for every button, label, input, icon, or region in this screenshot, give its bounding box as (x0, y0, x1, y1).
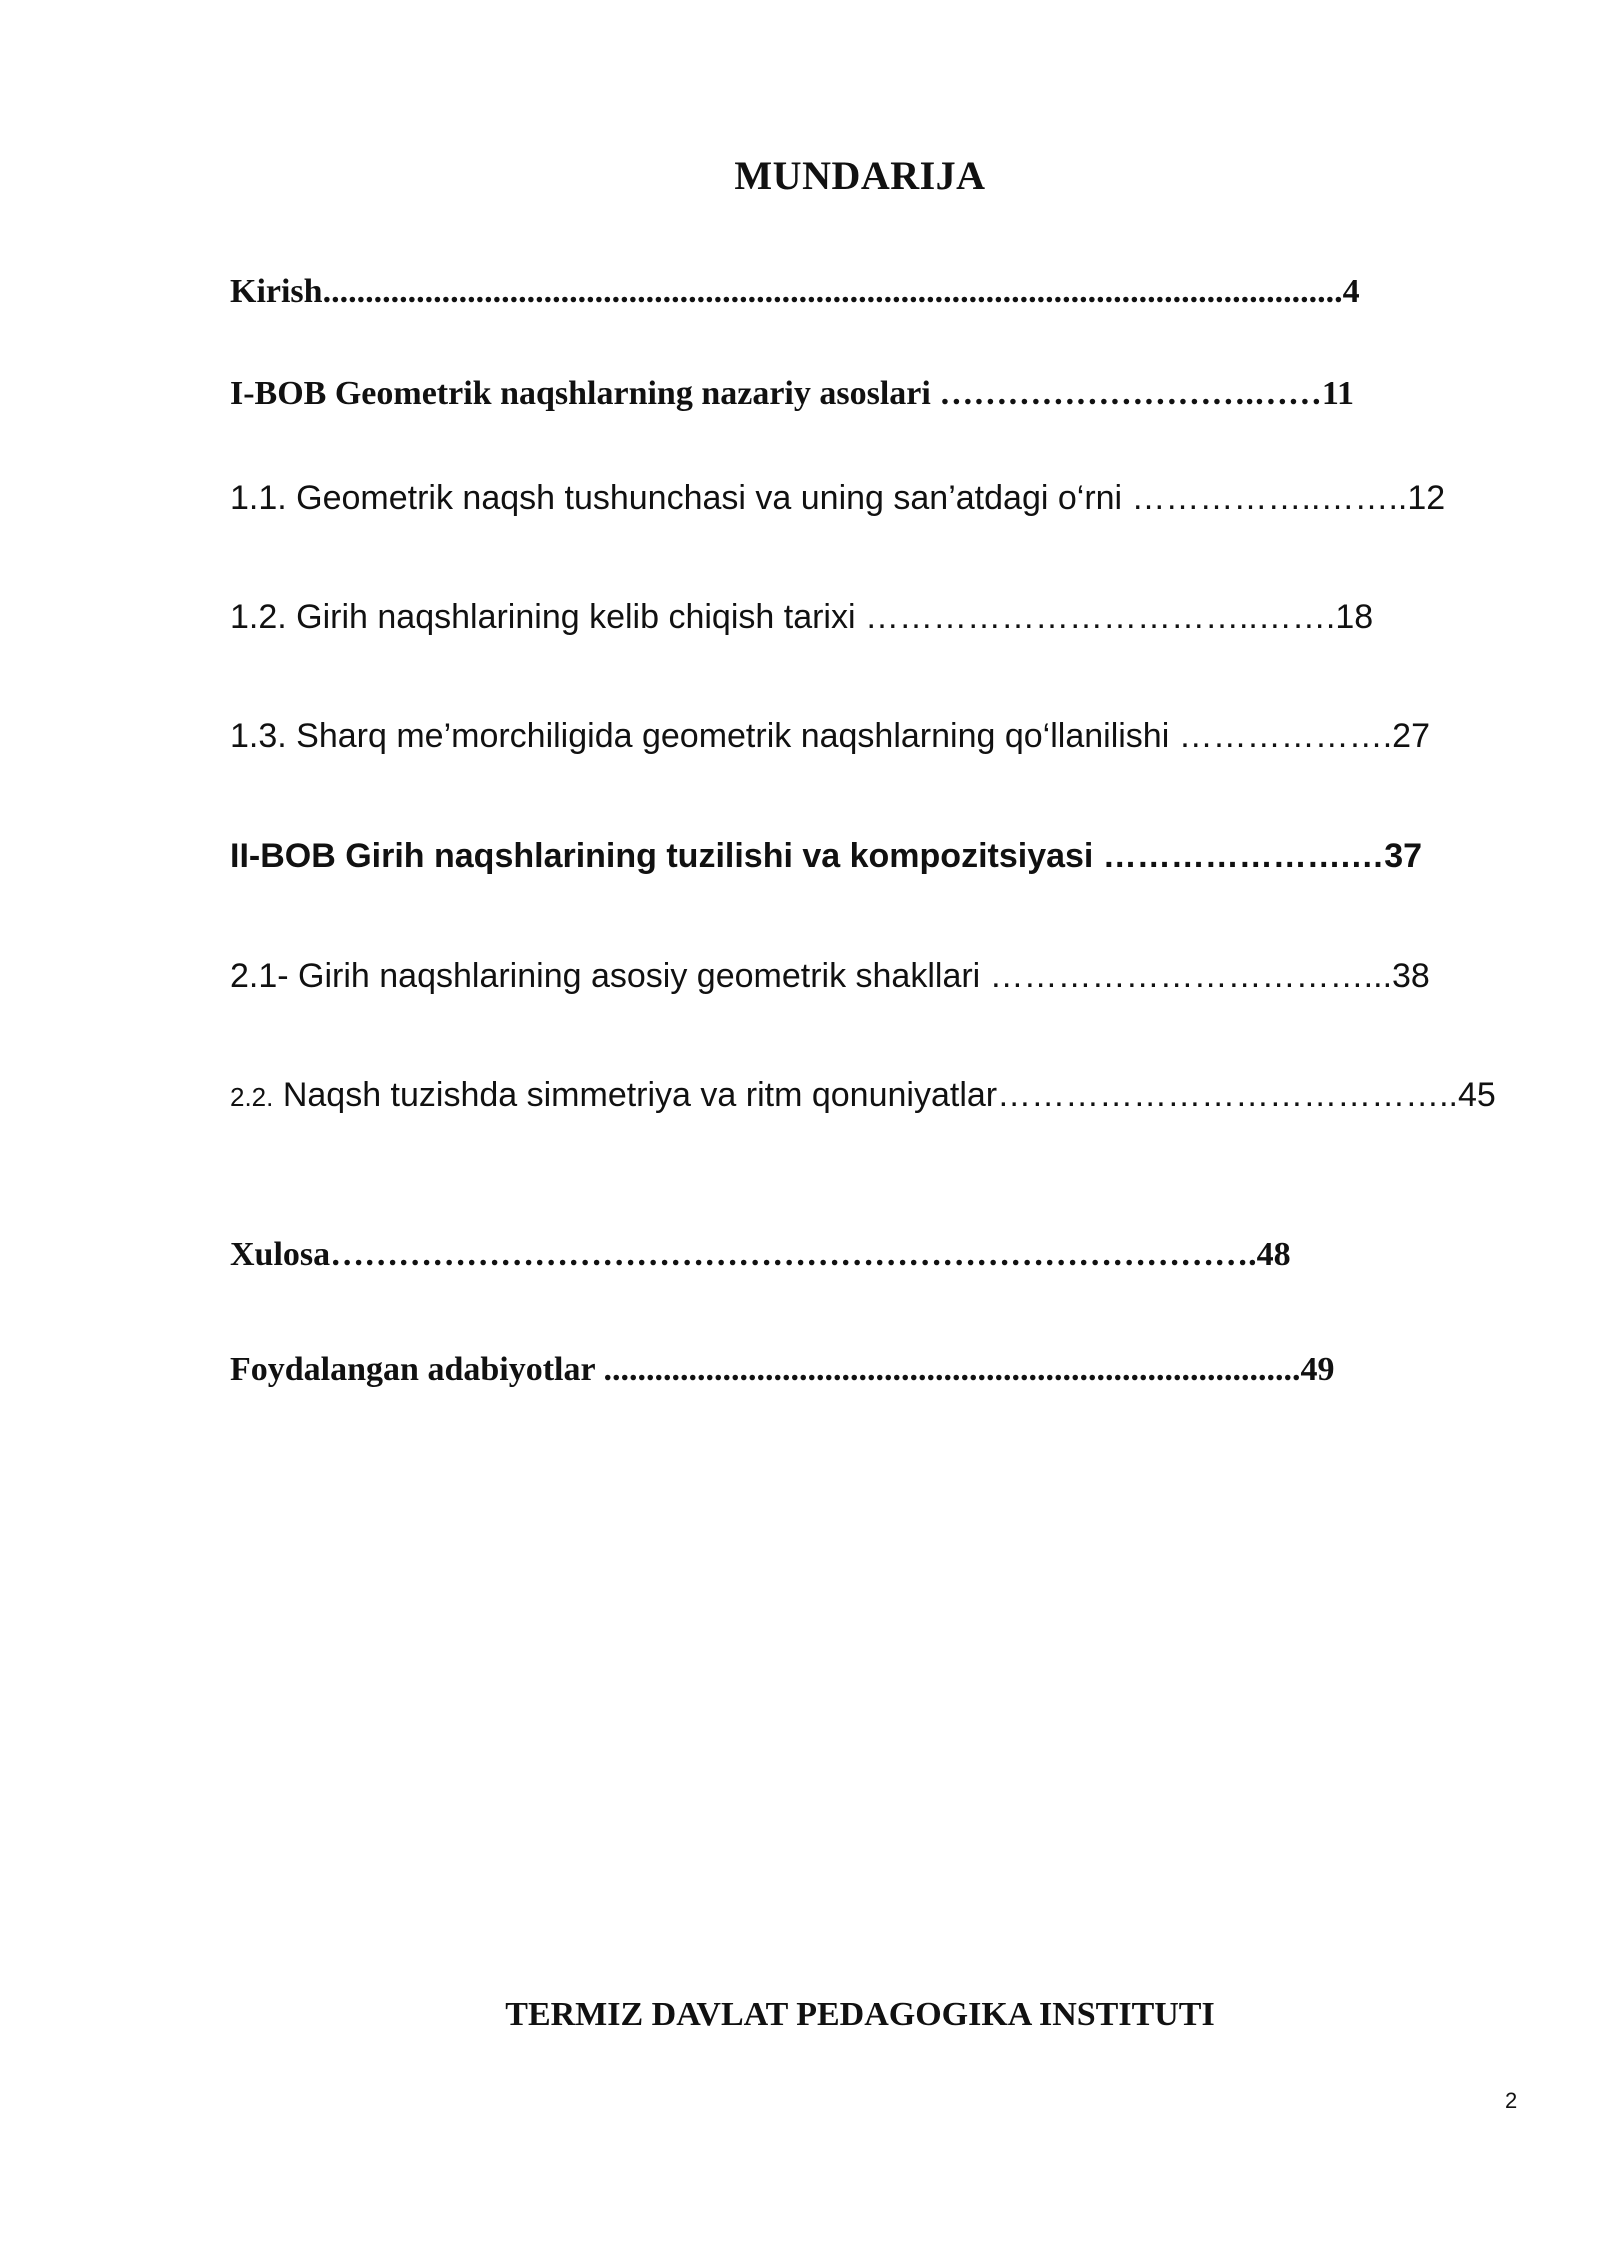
toc-entry-section-1-3: 1.3. Sharq me’morchiligida geometrik naqshlarning qo‘llanilishi ……………….27 (230, 717, 1430, 755)
toc-entry-number: 2.2. (230, 1082, 274, 1112)
toc-entry-xulosa: Xulosa……………………………………………………………………….48 (230, 1236, 1291, 1273)
document-title: MUNDARIJA (734, 153, 986, 198)
toc-entry-section-1-2: 1.2. Girih naqshlarining kelib chiqish tarixi ……………………………..…….18 (230, 598, 1374, 636)
toc-entry-kirish: Kirish........................................................................................................................4 (230, 273, 1360, 310)
toc-entry-section-2-1: 2.1- Girih naqshlarining asosiy geometrik shakllari ……………………………...38 (230, 957, 1430, 995)
toc-entry-section-2-2 (230, 1075, 1496, 1117)
page-number: 2 (1505, 2088, 1518, 2113)
toc-entry-references: Foydalangan adabiyotlar ..................................................................................49 (230, 1351, 1335, 1388)
institution-name: TERMIZ DAVLAT PEDAGOGIKA INSTITUTI (505, 1996, 1215, 2033)
toc-entry-text: Naqsh tuzishda simmetriya va ritm qonuniyatlar…………………………………..45 (273, 1076, 1496, 1114)
toc-entry-chapter-2: II-BOB Girih naqshlarining tuzilishi va kompozitsiyasi ………………….…37 (230, 837, 1423, 875)
toc-entry-chapter-1: I-BOB Geometrik naqshlarning nazariy asoslari ……………………….……11 (230, 375, 1354, 412)
toc-entry-section-1-1: 1.1. Geometrik naqsh tushunchasi va uning san’atdagi o‘rni ……………..……..12 (230, 479, 1446, 517)
